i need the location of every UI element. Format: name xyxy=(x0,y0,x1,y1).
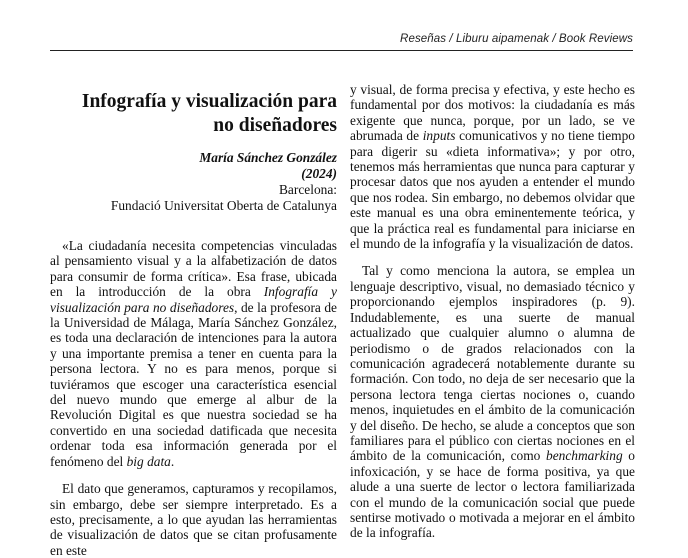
running-header xyxy=(0,0,688,55)
publication-year: (2024) xyxy=(301,166,337,181)
publisher-name: Fundació Universitat Oberta de Catalunya xyxy=(110,198,337,213)
left-paragraph-1: «La ciudadanía necesita competencias vinculadas al pensamiento visual y a la alfabetización de datos para consumir de forma crítica». Esa frase, ubicada en la introducción de la obra Infografía y visualización para no diseñadores, de la profesora de la Universidad de Málaga, María Sánchez González, es toda una declaración de intenciones para la autora y una importante premisa a tener en cuenta para la persona lectora. Y no es para menos, porque si tuviéramos que escoger una característica esencial del nuevo mundo que emerge al albur de la Revolución Digital es que nuestra sociedad se ha convertido en una sociedad datificada que necesita ordenar toda esa información generada por el fenómeno del big data. xyxy=(50,238,337,469)
left-column xyxy=(50,78,337,558)
term-italic: benchmarking xyxy=(546,448,623,464)
left-paragraph-2: El dato que generamos, capturamos y recopilamos, sin embargo, debe ser siempre interpretado. Es a esto, precisamente, a lo que ayudan las herramientas de visualización de datos que se citan profusamente en este xyxy=(50,481,337,558)
publication-city: Barcelona: xyxy=(279,182,337,197)
right-column xyxy=(350,82,635,541)
page-title: Infografía y visualización para no diseñadores xyxy=(81,91,337,136)
header-rule xyxy=(50,50,633,51)
right-paragraph-1: y visual, de forma precisa y efectiva, y este hecho es fundamental por dos motivos: la ciudadanía es más exigente que nunca, porque, por un lado, se ve abrumada de inputs comunicativos y no tiene tiempo para digerir su «dieta informativa»; y por otro, tenemos más herramientas que nunca para capturar y procesar datos que nos ayuden a entender el mundo que nos rodea. Sin embargo, no debemos olvidar que este manual es una obra eminentemente teórica, y que la práctica real es fundamental para iniciarse en el mundo de la infografía y la visualización de datos. xyxy=(350,82,635,252)
author-name: María Sánchez González xyxy=(199,150,337,165)
right-paragraph-2: Tal y como menciona la autora, se emplea un lenguaje descriptivo, visual, no demasiado técnico y proporcionando ejemplos inspiradores (p. 9). Indudablemente, es una suerte de manual actualizado que cualquier alumno o alumna de periodismo o de grados relacionados con la comunicación agradecerá notablemente durante su formación. Con todo, no deja de ser necesario que la persona lectora tenga ciertas nociones o, cuando menos, inquietudes en el ámbito de la comunicación y del diseño. De hecho, se alude a conceptos que son familiares para el público con ciertas nociones en el ámbito de la comunicación, como benchmarking o infoxicación, y se hace de forma positiva, ya que alude a una suerte de lector o lectora familiarizada con el mundo de la comunicación social que puede sentirse motivado o motivada a mejorar en el ámbito de la infografía. xyxy=(350,263,636,541)
term-italic: big data xyxy=(126,453,171,469)
running-head-text: Reseñas / Liburu aipamenak / Book Reviews xyxy=(400,33,633,45)
book-title-italic: Infografía y visualización para no diseñadores xyxy=(50,284,337,315)
bibliographic-info xyxy=(50,150,337,214)
term-italic: inputs xyxy=(422,128,456,144)
